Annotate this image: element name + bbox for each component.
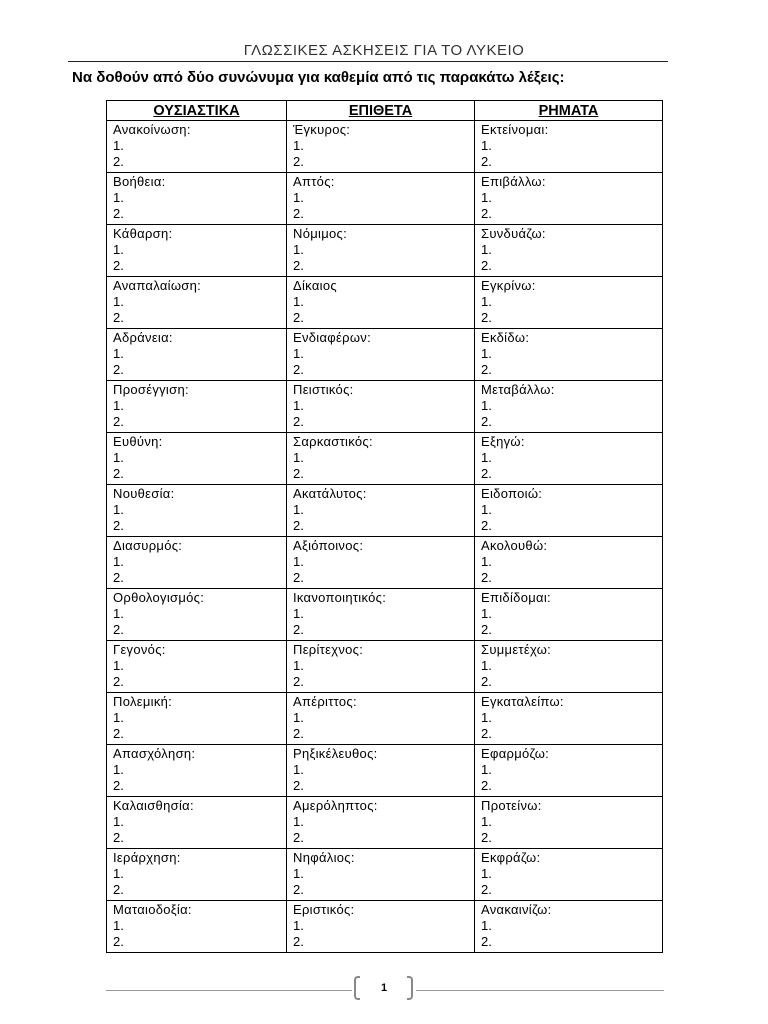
noun-word: Νουθεσία: — [113, 486, 175, 501]
synonym-blank-2[interactable]: 2. — [481, 206, 492, 221]
synonym-blank-1[interactable]: 1. — [293, 866, 304, 881]
noun-word: Αδράνεια: — [113, 330, 173, 345]
table-cell-verb — [475, 589, 663, 641]
table-cell-adjective — [287, 121, 475, 173]
noun-word: Ιεράρχηση: — [113, 850, 181, 865]
synonym-blank-1[interactable]: 1. — [293, 918, 304, 933]
synonym-blank-1[interactable]: 1. — [113, 918, 124, 933]
synonym-blank-2[interactable]: 2. — [113, 362, 124, 377]
adjective-word: Ικανοποιητικός: — [293, 590, 387, 605]
table-cell-noun — [107, 485, 287, 537]
table-body — [107, 121, 663, 953]
table-cell-noun — [107, 121, 287, 173]
noun-word: Ανακοίνωση: — [113, 122, 191, 137]
synonym-blank-2[interactable]: 2. — [113, 882, 124, 897]
synonym-blank-2[interactable]: 2. — [293, 674, 304, 689]
adjective-word: Σαρκαστικός: — [293, 434, 373, 449]
column-header-verbs: ΡΗΜΑΤΑ — [475, 101, 663, 121]
synonym-blank-2[interactable]: 2. — [293, 778, 304, 793]
table-row — [107, 225, 663, 277]
synonym-blank-1[interactable]: 1. — [481, 398, 492, 413]
verb-word: Εξηγώ: — [481, 434, 525, 449]
synonym-blank-1[interactable]: 1. — [481, 814, 492, 829]
verb-word: Ανακαινίζω: — [481, 902, 552, 917]
table-cell-verb — [475, 381, 663, 433]
column-header-adjectives: ΕΠΙΘΕΤΑ — [287, 101, 475, 121]
synonym-blank-1[interactable]: 1. — [293, 138, 304, 153]
synonym-blank-2[interactable]: 2. — [113, 466, 124, 481]
verb-word: Εκφράζω: — [481, 850, 541, 865]
table-cell-verb — [475, 225, 663, 277]
table-cell-adjective — [287, 381, 475, 433]
table-row — [107, 849, 663, 901]
synonym-blank-2[interactable]: 2. — [481, 674, 492, 689]
synonym-blank-1[interactable]: 1. — [113, 710, 124, 725]
synonym-blank-1[interactable]: 1. — [293, 190, 304, 205]
synonym-blank-2[interactable]: 2. — [293, 362, 304, 377]
page-header-title: ΓΛΩΣΣΙΚΕΣ ΑΣΚΗΣΕΙΣ ΓΙΑ ΤΟ ΛΥΚΕΙΟ — [243, 42, 525, 59]
adjective-word: Αμερόληπτος: — [293, 798, 378, 813]
table-cell-verb — [475, 693, 663, 745]
verb-word: Ειδοποιώ: — [481, 486, 543, 501]
synonym-blank-2[interactable]: 2. — [113, 622, 124, 637]
table-row — [107, 381, 663, 433]
noun-word: Γεγονός: — [113, 642, 166, 657]
table-row — [107, 121, 663, 173]
table-cell-verb — [475, 537, 663, 589]
synonym-blank-2[interactable]: 2. — [293, 830, 304, 845]
noun-word: Ορθολογισμός: — [113, 590, 205, 605]
page-number: 1 — [380, 982, 388, 994]
adjective-word: Απέριττος: — [293, 694, 357, 709]
adjective-word: Περίτεχνος: — [293, 642, 364, 657]
table-cell-adjective — [287, 589, 475, 641]
exercise-instruction: Να δοθούν από δύο συνώνυμα για καθεμία από τις παρακάτω λέξεις: — [72, 69, 565, 86]
adjective-word: Πειστικός: — [293, 382, 354, 397]
synonym-blank-2[interactable]: 2. — [481, 778, 492, 793]
verb-word: Εγκρίνω: — [481, 278, 536, 293]
footer-rule-left — [106, 990, 352, 991]
synonym-blank-1[interactable]: 1. — [113, 658, 124, 673]
noun-word: Αναπαλαίωση: — [113, 278, 202, 293]
table-cell-verb — [475, 745, 663, 797]
synonyms-table — [106, 100, 663, 953]
synonym-blank-1[interactable]: 1. — [113, 346, 124, 361]
noun-word: Πολεμική: — [113, 694, 173, 709]
synonym-blank-1[interactable]: 1. — [113, 554, 124, 569]
table-cell-verb — [475, 485, 663, 537]
table-cell-noun — [107, 329, 287, 381]
synonym-blank-2[interactable]: 2. — [113, 726, 124, 741]
synonym-blank-2[interactable]: 2. — [113, 154, 124, 169]
synonym-blank-2[interactable]: 2. — [481, 310, 492, 325]
table-cell-noun — [107, 641, 287, 693]
synonym-blank-1[interactable]: 1. — [481, 658, 492, 673]
synonym-blank-2[interactable]: 2. — [293, 414, 304, 429]
noun-word: Προσέγγιση: — [113, 382, 189, 397]
synonym-blank-1[interactable]: 1. — [293, 658, 304, 673]
table-cell-adjective — [287, 693, 475, 745]
synonym-blank-1[interactable]: 1. — [481, 606, 492, 621]
table-cell-verb — [475, 641, 663, 693]
verb-word: Μεταβάλλω: — [481, 382, 555, 397]
synonym-blank-1[interactable]: 1. — [293, 346, 304, 361]
noun-word: Καλαισθησία: — [113, 798, 194, 813]
verb-word: Εφαρμόζω: — [481, 746, 550, 761]
synonym-blank-1[interactable]: 1. — [113, 450, 124, 465]
synonym-blank-2[interactable]: 2. — [113, 414, 124, 429]
synonym-blank-2[interactable]: 2. — [481, 466, 492, 481]
synonym-blank-1[interactable]: 1. — [293, 502, 304, 517]
table-row — [107, 901, 663, 953]
synonym-blank-2[interactable]: 2. — [293, 622, 304, 637]
verb-word: Προτείνω: — [481, 798, 542, 813]
table-row — [107, 693, 663, 745]
adjective-word: Απτός: — [293, 174, 335, 189]
table-cell-verb — [475, 277, 663, 329]
synonym-blank-2[interactable]: 2. — [293, 154, 304, 169]
table-cell-verb — [475, 173, 663, 225]
synonym-blank-1[interactable]: 1. — [481, 762, 492, 777]
table-cell-noun — [107, 901, 287, 953]
table-cell-noun — [107, 433, 287, 485]
table-cell-noun — [107, 589, 287, 641]
synonym-blank-2[interactable]: 2. — [481, 258, 492, 273]
synonym-blank-1[interactable]: 1. — [293, 242, 304, 257]
synonym-blank-1[interactable]: 1. — [293, 398, 304, 413]
synonym-blank-1[interactable]: 1. — [113, 398, 124, 413]
synonym-blank-1[interactable]: 1. — [481, 918, 492, 933]
table-cell-noun — [107, 693, 287, 745]
adjective-word: Έγκυρος: — [293, 122, 351, 137]
synonym-blank-1[interactable]: 1. — [293, 710, 304, 725]
synonym-blank-2[interactable]: 2. — [481, 882, 492, 897]
synonym-blank-1[interactable]: 1. — [481, 710, 492, 725]
header-divider — [68, 61, 668, 62]
table-row — [107, 329, 663, 381]
table-cell-adjective — [287, 173, 475, 225]
verb-word: Εγκαταλείπω: — [481, 694, 564, 709]
table-cell-adjective — [287, 901, 475, 953]
synonym-blank-1[interactable]: 1. — [293, 606, 304, 621]
table-row — [107, 277, 663, 329]
noun-word: Ματαιοδοξία: — [113, 902, 192, 917]
table-cell-adjective — [287, 745, 475, 797]
synonym-blank-2[interactable]: 2. — [481, 154, 492, 169]
synonym-blank-1[interactable]: 1. — [481, 242, 492, 257]
adjective-word: Ρηξικέλευθος: — [293, 746, 378, 761]
table-cell-adjective — [287, 537, 475, 589]
verb-word: Συνδυάζω: — [481, 226, 546, 241]
synonym-blank-2[interactable]: 2. — [293, 882, 304, 897]
table-cell-verb — [475, 121, 663, 173]
adjective-word: Δίκαιος — [293, 278, 337, 293]
synonym-blank-1[interactable]: 1. — [293, 554, 304, 569]
synonym-blank-2[interactable]: 2. — [113, 258, 124, 273]
synonym-blank-1[interactable]: 1. — [481, 138, 492, 153]
table-cell-verb — [475, 433, 663, 485]
table-cell-noun — [107, 381, 287, 433]
synonym-blank-2[interactable]: 2. — [481, 518, 492, 533]
table-header-row — [107, 101, 663, 121]
verb-word: Επιδίδομαι: — [481, 590, 551, 605]
table-row — [107, 797, 663, 849]
synonym-blank-2[interactable]: 2. — [293, 206, 304, 221]
table-cell-noun — [107, 849, 287, 901]
adjective-word: Αξιόποινος: — [293, 538, 364, 553]
synonym-blank-1[interactable]: 1. — [481, 866, 492, 881]
table-row — [107, 589, 663, 641]
table-cell-noun — [107, 797, 287, 849]
table-cell-adjective — [287, 277, 475, 329]
synonym-blank-2[interactable]: 2. — [293, 518, 304, 533]
noun-word: Διασυρμός: — [113, 538, 183, 553]
synonym-blank-1[interactable]: 1. — [293, 294, 304, 309]
table-cell-noun — [107, 277, 287, 329]
footer-bracket-left — [354, 976, 360, 1000]
synonym-blank-1[interactable]: 1. — [481, 554, 492, 569]
adjective-word: Νόμιμος: — [293, 226, 347, 241]
synonym-blank-2[interactable]: 2. — [113, 570, 124, 585]
verb-word: Συμμετέχω: — [481, 642, 552, 657]
synonym-blank-2[interactable]: 2. — [481, 934, 492, 949]
table-cell-adjective — [287, 433, 475, 485]
table-cell-verb — [475, 797, 663, 849]
synonym-blank-2[interactable]: 2. — [113, 778, 124, 793]
table-cell-noun — [107, 225, 287, 277]
synonym-blank-1[interactable]: 1. — [113, 762, 124, 777]
synonym-blank-1[interactable]: 1. — [293, 762, 304, 777]
table-cell-adjective — [287, 329, 475, 381]
table-cell-adjective — [287, 849, 475, 901]
table-row — [107, 641, 663, 693]
synonym-blank-2[interactable]: 2. — [293, 726, 304, 741]
noun-word: Κάθαρση: — [113, 226, 173, 241]
synonym-blank-2[interactable]: 2. — [293, 934, 304, 949]
synonym-blank-2[interactable]: 2. — [113, 206, 124, 221]
synonym-blank-2[interactable]: 2. — [293, 466, 304, 481]
synonym-blank-1[interactable]: 1. — [113, 294, 124, 309]
table-cell-adjective — [287, 485, 475, 537]
verb-word: Εκτείνομαι: — [481, 122, 549, 137]
table-cell-verb — [475, 849, 663, 901]
table-cell-verb — [475, 329, 663, 381]
synonym-blank-1[interactable]: 1. — [113, 242, 124, 257]
synonym-blank-2[interactable]: 2. — [481, 570, 492, 585]
table-row — [107, 173, 663, 225]
synonym-blank-1[interactable]: 1. — [113, 866, 124, 881]
synonym-blank-1[interactable]: 1. — [113, 138, 124, 153]
table-cell-noun — [107, 745, 287, 797]
synonym-blank-1[interactable]: 1. — [481, 450, 492, 465]
adjective-word: Ακατάλυτος: — [293, 486, 367, 501]
table-cell-adjective — [287, 641, 475, 693]
synonym-blank-2[interactable]: 2. — [481, 362, 492, 377]
synonym-blank-1[interactable]: 1. — [293, 814, 304, 829]
table-cell-adjective — [287, 225, 475, 277]
noun-word: Ευθύνη: — [113, 434, 163, 449]
noun-word: Απασχόληση: — [113, 746, 196, 761]
synonym-blank-2[interactable]: 2. — [113, 934, 124, 949]
verb-word: Επιβάλλω: — [481, 174, 546, 189]
synonym-blank-2[interactable]: 2. — [113, 310, 124, 325]
adjective-word: Νηφάλιος: — [293, 850, 355, 865]
synonym-blank-2[interactable]: 2. — [293, 258, 304, 273]
synonym-blank-1[interactable]: 1. — [293, 450, 304, 465]
synonym-blank-1[interactable]: 1. — [481, 294, 492, 309]
synonym-blank-2[interactable]: 2. — [481, 622, 492, 637]
footer-rule-right — [416, 990, 664, 991]
table-cell-adjective — [287, 797, 475, 849]
synonym-blank-2[interactable]: 2. — [481, 830, 492, 845]
table-row — [107, 537, 663, 589]
verb-word: Ακολουθώ: — [481, 538, 548, 553]
table-row — [107, 433, 663, 485]
adjective-word: Ενδιαφέρων: — [293, 330, 371, 345]
synonym-blank-1[interactable]: 1. — [113, 190, 124, 205]
synonym-blank-2[interactable]: 2. — [481, 414, 492, 429]
synonym-blank-2[interactable]: 2. — [113, 674, 124, 689]
synonym-blank-2[interactable]: 2. — [113, 518, 124, 533]
footer-bracket-right — [407, 976, 413, 1000]
synonym-blank-2[interactable]: 2. — [293, 310, 304, 325]
adjective-word: Εριστικός: — [293, 902, 355, 917]
table-cell-verb — [475, 901, 663, 953]
synonym-blank-1[interactable]: 1. — [113, 502, 124, 517]
synonym-blank-1[interactable]: 1. — [113, 606, 124, 621]
synonym-blank-1[interactable]: 1. — [481, 502, 492, 517]
column-header-nouns: ΟΥΣΙΑΣΤΙΚΑ — [107, 101, 287, 121]
synonym-blank-1[interactable]: 1. — [481, 190, 492, 205]
table-cell-noun — [107, 173, 287, 225]
synonym-blank-1[interactable]: 1. — [481, 346, 492, 361]
synonym-blank-2[interactable]: 2. — [293, 570, 304, 585]
synonym-blank-2[interactable]: 2. — [113, 830, 124, 845]
synonym-blank-1[interactable]: 1. — [113, 814, 124, 829]
synonym-blank-2[interactable]: 2. — [481, 726, 492, 741]
noun-word: Βοήθεια: — [113, 174, 166, 189]
table-cell-noun — [107, 537, 287, 589]
table-row — [107, 745, 663, 797]
table-row — [107, 485, 663, 537]
verb-word: Εκδίδω: — [481, 330, 530, 345]
